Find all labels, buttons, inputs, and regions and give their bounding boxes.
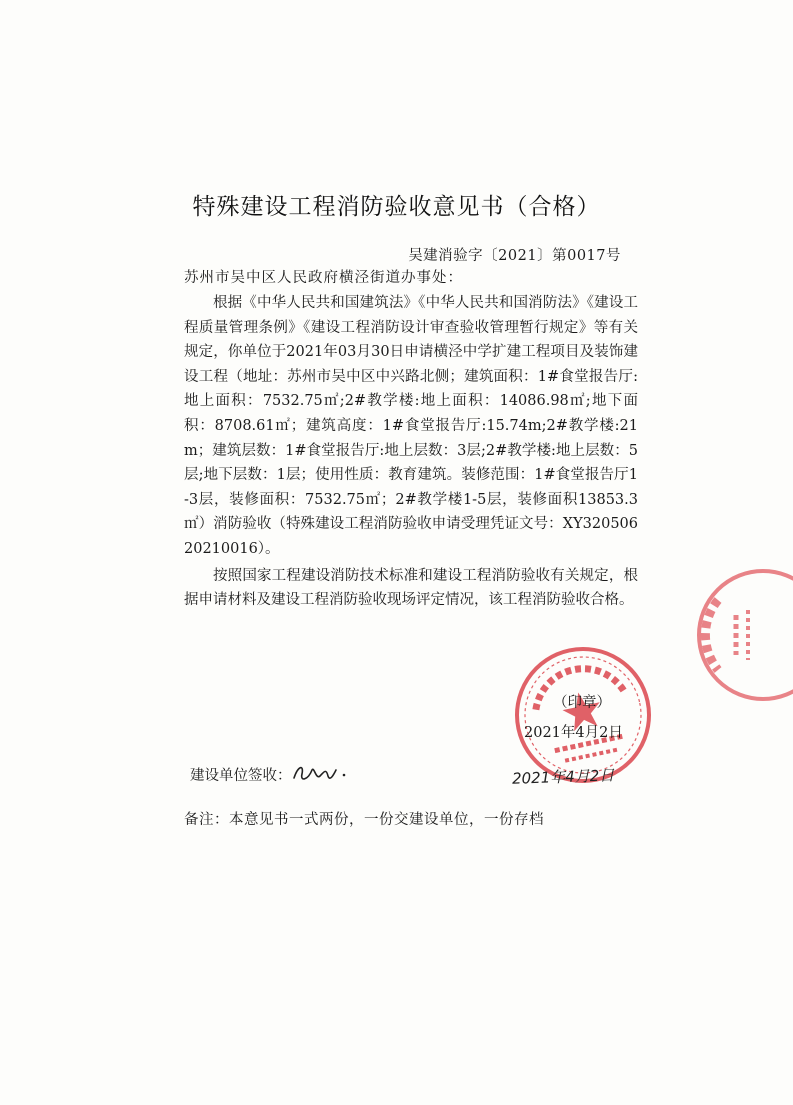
handwritten-signature: [290, 758, 350, 788]
document-number: 吴建消验字〔2021〕第0017号: [408, 248, 621, 264]
seal-label: （印章）: [553, 695, 611, 711]
addressee: 苏州市吴中区人民政府横泾街道办事处：: [184, 270, 463, 286]
recipient-signature-label: 建设单位签收：: [190, 768, 292, 784]
body-paragraph: 按照国家工程建设消防技术标准和建设工程消防验收有关规定，根据申请材料及建设工程消防验收现场评定情况，该工程消防验收合格。: [184, 567, 638, 609]
document-title: 特殊建设工程消防验收意见书（合格）: [192, 194, 601, 220]
document-note: 备注：本意见书一式两份，一份交建设单位，一份存档: [184, 812, 544, 828]
issue-date: 2021年4月2日: [524, 725, 623, 741]
side-seal-stamp: [648, 560, 793, 710]
handwritten-date: 2021年4月2日: [511, 766, 615, 788]
document-body: [184, 291, 638, 613]
body-paragraph: 根据《中华人民共和国建筑法》《中华人民共和国消防法》《建设工程质量管理条例》《建设工程消防设计审查验收管理暂行规定》等有关规定，你单位于2021年03月30日申请横泾中学扩建工程项目及装饰建设工程（地址：苏州市吴中区中兴路北侧；建筑面积：1#食堂报告厅:地上面积：7532.75㎡;2#教学楼:地上面积：14086.98㎡;地下面积：8708.61㎡；建筑高度：1#食堂报告厅:15.74m;2#教学楼:21m；建筑层数：1#食堂报告厅:地上层数：3层;2#教学楼:地上层数：5层;地下层数：1层；使用性质：教育建筑。装修范围：1#食堂报告厅1-3层，装修面积：7532.75㎡；2#教学楼1-5层，装修面积13853.3㎡）消防验收（特殊建设工程消防验收申请受理凭证文号：XY32050620210016）。: [184, 295, 638, 557]
